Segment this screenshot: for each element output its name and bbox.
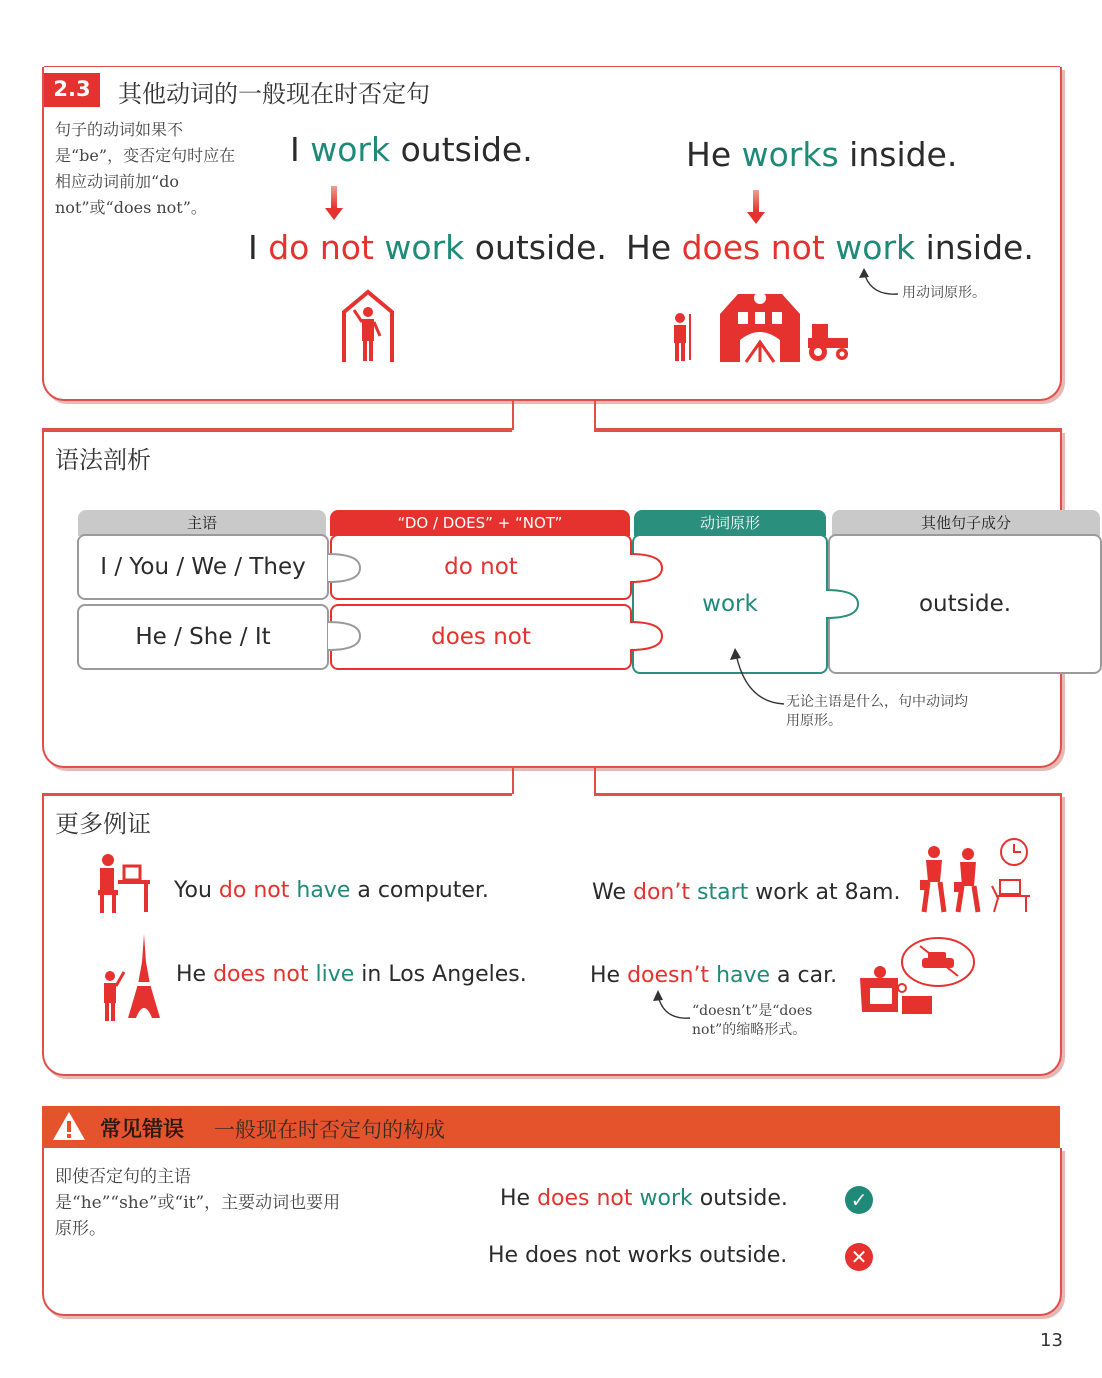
computer-desk-icon: [94, 852, 154, 914]
sentence-i-work: I work outside.: [290, 130, 533, 169]
wrong-sentence: He does not works outside.: [488, 1243, 788, 1268]
connector-right: [594, 400, 1062, 430]
header-rest: 其他句子成分: [832, 510, 1100, 536]
annotation-arrow-icon: [858, 266, 902, 300]
example-live-los-angeles: He does not live in Los Angeles.: [176, 962, 527, 987]
tractor-icon: [804, 320, 852, 362]
section2-top-left: [42, 430, 512, 432]
correct-sentence: He does not work outside.: [500, 1186, 788, 1211]
annotation-any-subject: 无论主语是什么，句中动词均用原形。: [786, 694, 968, 729]
eiffel-tower-icon: [98, 932, 166, 1022]
aux-cell-do-not: do not: [330, 534, 632, 600]
section2-title: 语法剖析: [55, 446, 151, 474]
checkmark-icon: ✓: [845, 1186, 873, 1214]
annotation-arrow-icon-3: [650, 988, 694, 1024]
annotation-base-form: 用动词原形。: [902, 285, 986, 301]
subject-cell-plural: I / You / We / They: [77, 534, 329, 600]
header-subject: 主语: [78, 510, 326, 536]
section3-top-left: [42, 794, 512, 796]
annotation-arrow-icon-2: [724, 644, 794, 710]
worker-outdoors-icon: [340, 288, 396, 364]
section1-title: 其他动词的一般现在时否定句: [118, 80, 430, 108]
section2-top-right: [594, 430, 1060, 432]
barn-icon: [718, 284, 802, 364]
section-number: 2.3: [53, 77, 91, 101]
puzzle-knobs: [320, 540, 870, 660]
example-start-work: We don’t start work at 8am.: [592, 880, 901, 905]
cross-icon: ✕: [845, 1243, 873, 1271]
connector-left: [42, 400, 514, 430]
aux-cell-does-not: does not: [330, 604, 632, 670]
section1-note: 句子的动词如果不是“be”，变否定句时应在相应动词前加“do not”或“does not”。: [55, 120, 236, 217]
sentence-he-does-not-work: He does not work inside.: [626, 228, 1034, 267]
header-do-does-not: “DO / DOES” + “NOT”: [330, 510, 630, 536]
down-arrow-left-stem: [331, 186, 337, 208]
header-base-verb: 动词原形: [634, 510, 826, 536]
sentence-he-works: He works inside.: [686, 135, 958, 174]
farmer-icon: [666, 310, 696, 362]
down-arrow-right: [747, 212, 765, 224]
section4-note: 即使否定句的主语是“he”“she”或“it”，主要动词也要用原形。: [55, 1167, 341, 1239]
subject-cell-singular: He / She / It: [77, 604, 329, 670]
commuters-clock-icon: [918, 836, 1034, 916]
section3-top-right: [594, 794, 1060, 796]
down-arrow-left: [325, 208, 343, 220]
common-mistake-header: [42, 1106, 1060, 1148]
no-car-thought-icon: [858, 932, 978, 1022]
down-arrow-right-stem: [753, 190, 759, 212]
common-mistake-subtitle: 一般现在时否定句的构成: [214, 1118, 445, 1142]
page-number: 13: [1040, 1330, 1063, 1351]
example-have-car: He doesn’t have a car.: [590, 963, 838, 988]
connector-left-2: [42, 767, 514, 795]
sentence-i-do-not-work: I do not work outside.: [248, 228, 607, 267]
example-have-computer: You do not have a computer.: [174, 878, 489, 903]
annotation-contraction: “doesn’t”是“does not”的缩略形式。: [692, 1003, 813, 1038]
rest-cell: outside.: [828, 534, 1102, 674]
verb-cell: work: [632, 534, 828, 674]
connector-right-2: [594, 767, 1062, 795]
warning-icon: [52, 1110, 86, 1142]
section3-title: 更多例证: [55, 810, 151, 838]
common-mistake-title: 常见错误: [100, 1117, 184, 1141]
